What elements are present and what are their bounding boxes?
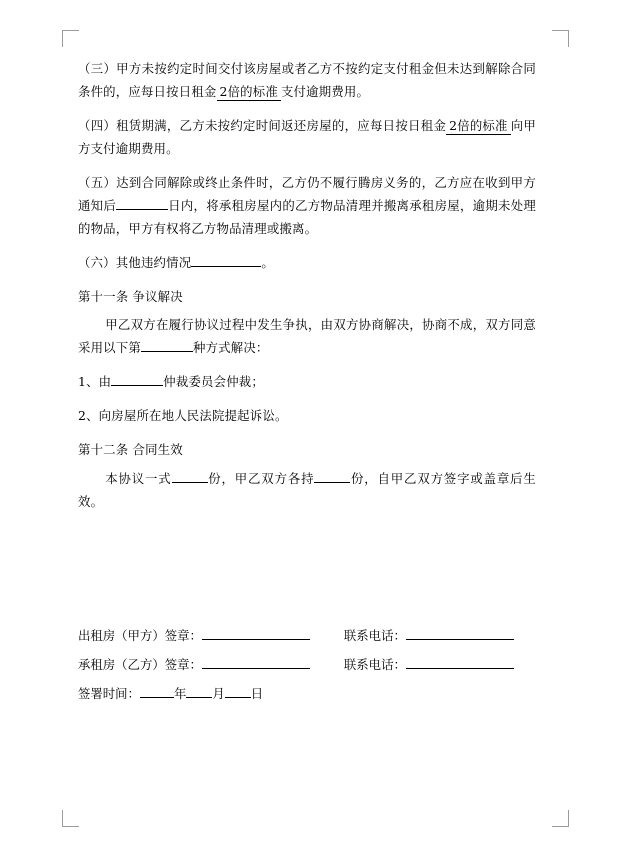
crop-mark-bottom-right — [552, 810, 569, 827]
section-11-option-2 — [78, 405, 536, 428]
clause-paragraph-3 — [78, 58, 536, 104]
document-content — [78, 58, 536, 708]
clause-paragraph-4 — [78, 115, 536, 161]
landlord-signature-label: 出租房（甲方）签章： — [78, 628, 202, 643]
tenant-signature-label: 承租房（乙方）签章： — [78, 657, 202, 673]
clause-4-text-2: 向甲方支付逾期费用。 — [78, 117, 536, 156]
landlord-phone-label: 联系电话： — [343, 628, 406, 643]
crop-mark-bottom-left — [62, 810, 79, 827]
clause-5-blank[interactable] — [116, 209, 168, 210]
section-11-method-blank[interactable] — [141, 351, 193, 352]
clause-6-blank[interactable] — [191, 266, 261, 267]
clause-paragraph-5 — [78, 172, 536, 241]
option-1-text-1: 1、由 — [78, 374, 112, 390]
landlord-phone-field[interactable] — [406, 639, 514, 640]
section-12-paragraph — [78, 468, 536, 514]
option-2-text: 2、向房屋所在地人民法院提起诉讼。 — [78, 408, 288, 424]
sign-date-month-unit: 月 — [212, 686, 225, 702]
clause-5-text-2: 日内，将承租房屋内的乙方物品清理并搬离承租房屋，逾期未处理的物品，甲方有权将乙方物品清理或搬离。 — [78, 197, 536, 236]
section-11-text-1: 甲乙双方在履行协议过程中发生争执，由双方协商解决，协商不成，双方同意采用以下第 — [78, 317, 536, 356]
section-12-heading: 第十二条 合同生效 — [78, 442, 183, 458]
sign-date-day-unit: 日 — [250, 686, 264, 702]
signature-spacer — [78, 525, 536, 621]
section-12-text-3: 份，自甲乙双方签字或盖章后生效。 — [78, 471, 536, 510]
sign-date-year-field[interactable] — [140, 697, 174, 698]
clause-3-text-2: 支付逾期费用。 — [280, 83, 370, 99]
clause-paragraph-6 — [78, 252, 536, 275]
tenant-phone-label: 联系电话： — [343, 657, 406, 673]
clause-4-text-1: （四）租赁期满，乙方未按约定时间返还房屋的，应每日按日租金 — [78, 117, 447, 133]
crop-mark-top-left — [62, 30, 79, 47]
section-12-each-blank[interactable] — [314, 482, 350, 483]
sign-date-year-unit: 年 — [173, 686, 187, 702]
section-11-paragraph — [78, 314, 536, 360]
crop-mark-top-right — [552, 30, 569, 47]
section-11-text-2: 种方式解决： — [192, 340, 269, 356]
option-1-blank[interactable] — [111, 385, 163, 386]
tenant-phone-field[interactable] — [406, 668, 514, 669]
section-12-text-1: 本协议一式 — [105, 471, 172, 487]
clause-3-blank[interactable]: 2倍的标准 — [217, 85, 281, 101]
section-11-option-1 — [78, 371, 536, 394]
sign-date-month-field[interactable] — [186, 697, 212, 698]
landlord-signature-field[interactable] — [202, 639, 310, 640]
clause-6-text-2: 。 — [261, 254, 274, 270]
tenant-signature-field[interactable] — [202, 668, 310, 669]
section-12-text-2: 份，甲乙双方各持 — [207, 471, 315, 487]
signature-row-landlord — [78, 621, 536, 650]
section-12-copies-blank[interactable] — [172, 482, 208, 483]
signature-row-tenant — [78, 650, 536, 679]
clause-3-text-1: （三）甲方未按约定时间交付该房屋或者乙方不按约定支付租金但未达到解除合同条件的，应每日按日租金 — [78, 61, 536, 99]
option-1-text-2: 仲裁委员会仲裁； — [163, 374, 264, 390]
clause-5-text-1: （五）达到合同解除或终止条件时，乙方仍不履行腾房义务的，乙方应在收到甲方通知后 — [78, 174, 536, 213]
sign-date-day-field[interactable] — [225, 697, 251, 698]
clause-6-text-1: （六）其他违约情况 — [78, 254, 192, 270]
signature-block — [78, 621, 536, 708]
sign-date-label: 签署时间： — [78, 686, 140, 702]
section-11-heading: 第十一条 争议解决 — [78, 288, 183, 304]
clause-4-blank[interactable]: 2倍的标准 — [446, 119, 510, 135]
signature-row-date — [78, 679, 536, 708]
